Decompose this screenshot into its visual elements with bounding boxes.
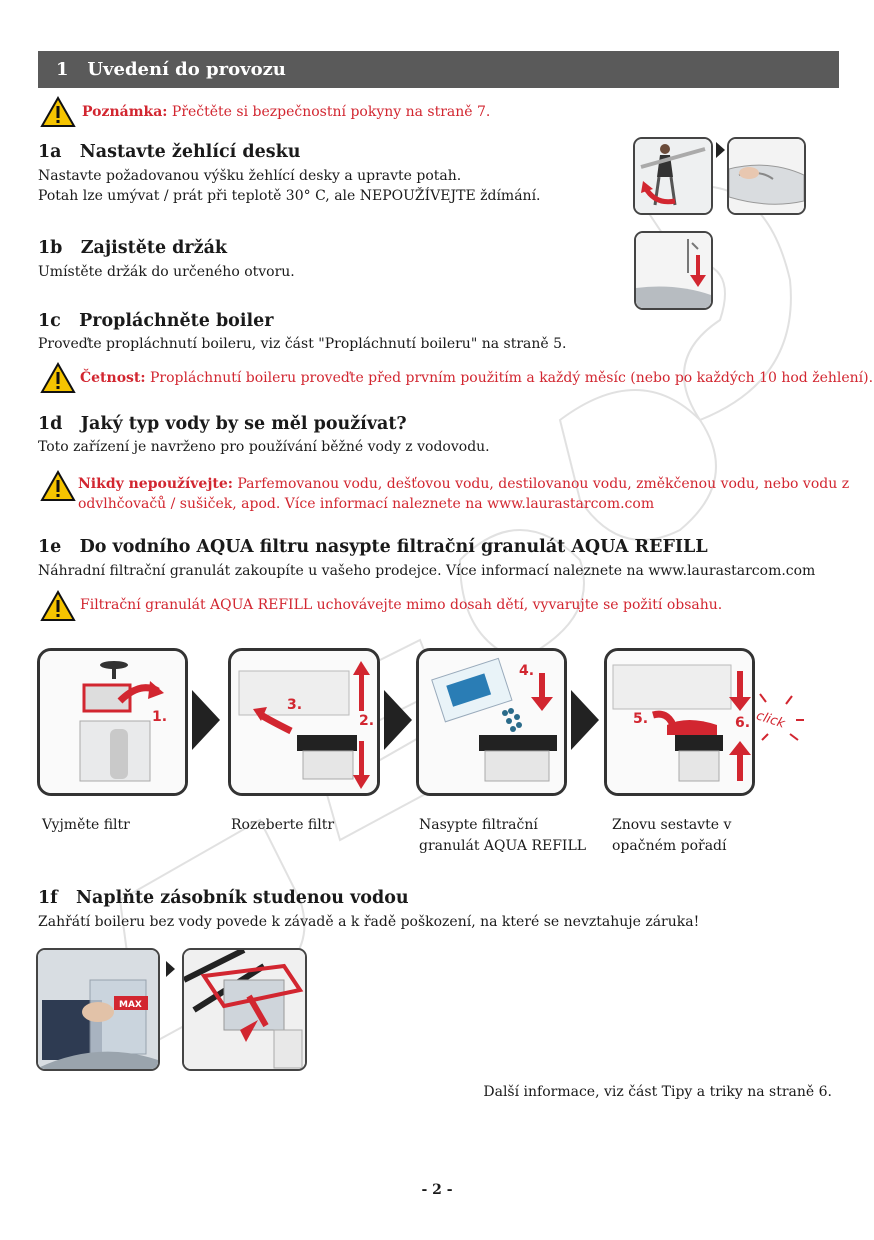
heading-1f-title: Naplňte zásobník studenou vodou <box>76 888 409 908</box>
arrow-right-icon <box>166 961 175 977</box>
step-disassemble-filter-image <box>228 648 380 796</box>
step3-caption-line1: Nasypte filtrační <box>419 817 538 833</box>
heading-1c-title: Propláchněte boiler <box>79 311 274 331</box>
image-fill-tank <box>36 948 160 1071</box>
step-remove-filter-image <box>37 648 188 796</box>
text-1a-line1: Nastavte požadovanou výšku žehlící desky a upravte potah. <box>38 168 462 184</box>
warning-1d-line1 <box>78 474 849 494</box>
heading-1a-number: 1a <box>38 142 62 162</box>
heading-1f-number: 1f <box>38 888 58 908</box>
step4-caption-line1: Znovu sestavte v <box>612 817 732 833</box>
step2-caption: Rozeberte filtr <box>231 817 335 833</box>
text-1f-line1: Zahřátí boileru bez vody povede k závadě a k řadě poškození, na které se nevztahuje záruka! <box>38 914 700 930</box>
text-1a-line2: Potah lze umývat / prát při teplotě 30° C, ale NEPOUŽÍVEJTE ždímání. <box>38 188 541 204</box>
warning-icon <box>40 590 76 622</box>
warning-1c <box>80 368 873 388</box>
heading-1d-number: 1d <box>38 414 63 434</box>
watermark-text <box>2 1238 3 1239</box>
more-info-text: Další informace, viz část Tipy a triky na straně 6. <box>483 1084 832 1100</box>
note-line <box>82 102 490 122</box>
heading-1e-number: 1e <box>38 537 62 557</box>
page-number: - 2 - <box>421 1182 453 1198</box>
heading-1c-number: 1c <box>38 311 61 331</box>
step2-label: 2. <box>359 713 375 729</box>
section-header <box>38 51 839 88</box>
section-title: Uvedení do provozu <box>87 59 286 80</box>
heading-1e-title: Do vodního AQUA filtru nasypte filtrační granulát AQUA REFILL <box>79 537 708 557</box>
arrow-right-icon <box>571 690 599 750</box>
text-1c-line1: Proveďte propláchnutí boileru, viz část "Propláchnutí boileru" na straně 5. <box>38 336 567 352</box>
warning-1d-label: Nikdy nepoužívejte: <box>78 476 233 492</box>
arrow-right-icon <box>384 690 412 750</box>
warning-1d-text1: Parfemovanou vodu, dešťovou vodu, destilovanou vodu, změkčenou vodu, nebo vodu z <box>237 476 850 492</box>
max-label: MAX <box>119 1000 142 1010</box>
arrow-right-icon <box>716 142 725 158</box>
heading-1a <box>38 142 300 162</box>
heading-1e <box>38 537 708 557</box>
image-board-cover <box>727 137 806 215</box>
heading-1b <box>38 238 227 258</box>
warning-1d-line2: odvlhčovačů / sušiček, apod. Více informací naleznete na www.laurastarcom.com <box>78 496 655 512</box>
arrow-right-icon <box>192 690 220 750</box>
heading-1f <box>38 888 409 908</box>
warning-icon <box>40 470 76 502</box>
image-board-height <box>633 137 713 215</box>
text-1d-line1: Toto zařízení je navrženo pro používání běžné vody z vodovodu. <box>38 439 490 455</box>
image-holder <box>634 231 713 310</box>
step4-caption-line2: opačném pořadí <box>612 838 727 854</box>
step1-label: 1. <box>152 709 168 725</box>
warning-1c-text: Propláchnutí boileru proveďte před prvním použitím a každý měsíc (nebo po každých 10 hod žehlení). <box>150 370 874 386</box>
step1-caption: Vyjměte filtr <box>42 817 130 833</box>
section-number: 1 <box>56 59 69 80</box>
click-label: click <box>754 708 787 732</box>
heading-1d-title: Jaký typ vody by se měl používat? <box>80 414 407 434</box>
heading-1c <box>38 311 274 331</box>
step-reassemble-image <box>604 648 755 796</box>
click-burst <box>752 690 812 750</box>
heading-1b-title: Zajistěte držák <box>80 238 228 258</box>
warning-icon <box>40 362 76 394</box>
heading-1b-number: 1b <box>38 238 63 258</box>
text-1b-line1: Umístěte držák do určeného otvoru. <box>38 264 295 280</box>
step5-label: 5. <box>633 711 649 727</box>
warning-1e: Filtrační granulát AQUA REFILL uchovávejte mimo dosah dětí, vyvarujte se požití obsahu. <box>80 597 723 613</box>
note-label: Poznámka: <box>82 104 168 120</box>
heading-1d <box>38 414 407 434</box>
step3-label: 3. <box>287 697 303 713</box>
step6-label: 6. <box>735 715 751 731</box>
heading-1a-title: Nastavte žehlící desku <box>79 142 301 162</box>
step3-caption-line2: granulát AQUA REFILL <box>419 838 587 854</box>
warning-1c-label: Četnost: <box>80 370 146 386</box>
step-fill-granulate-image <box>416 648 567 796</box>
step4-label: 4. <box>519 663 535 679</box>
image-tank-inserted <box>182 948 307 1071</box>
warning-icon <box>40 96 76 128</box>
text-1e-line1: Náhradní filtrační granulát zakoupíte u vašeho prodejce. Více informací naleznete na www.laurastarcom.com <box>38 563 816 579</box>
note-text: Přečtěte si bezpečnostní pokyny na straně 7. <box>171 104 491 120</box>
